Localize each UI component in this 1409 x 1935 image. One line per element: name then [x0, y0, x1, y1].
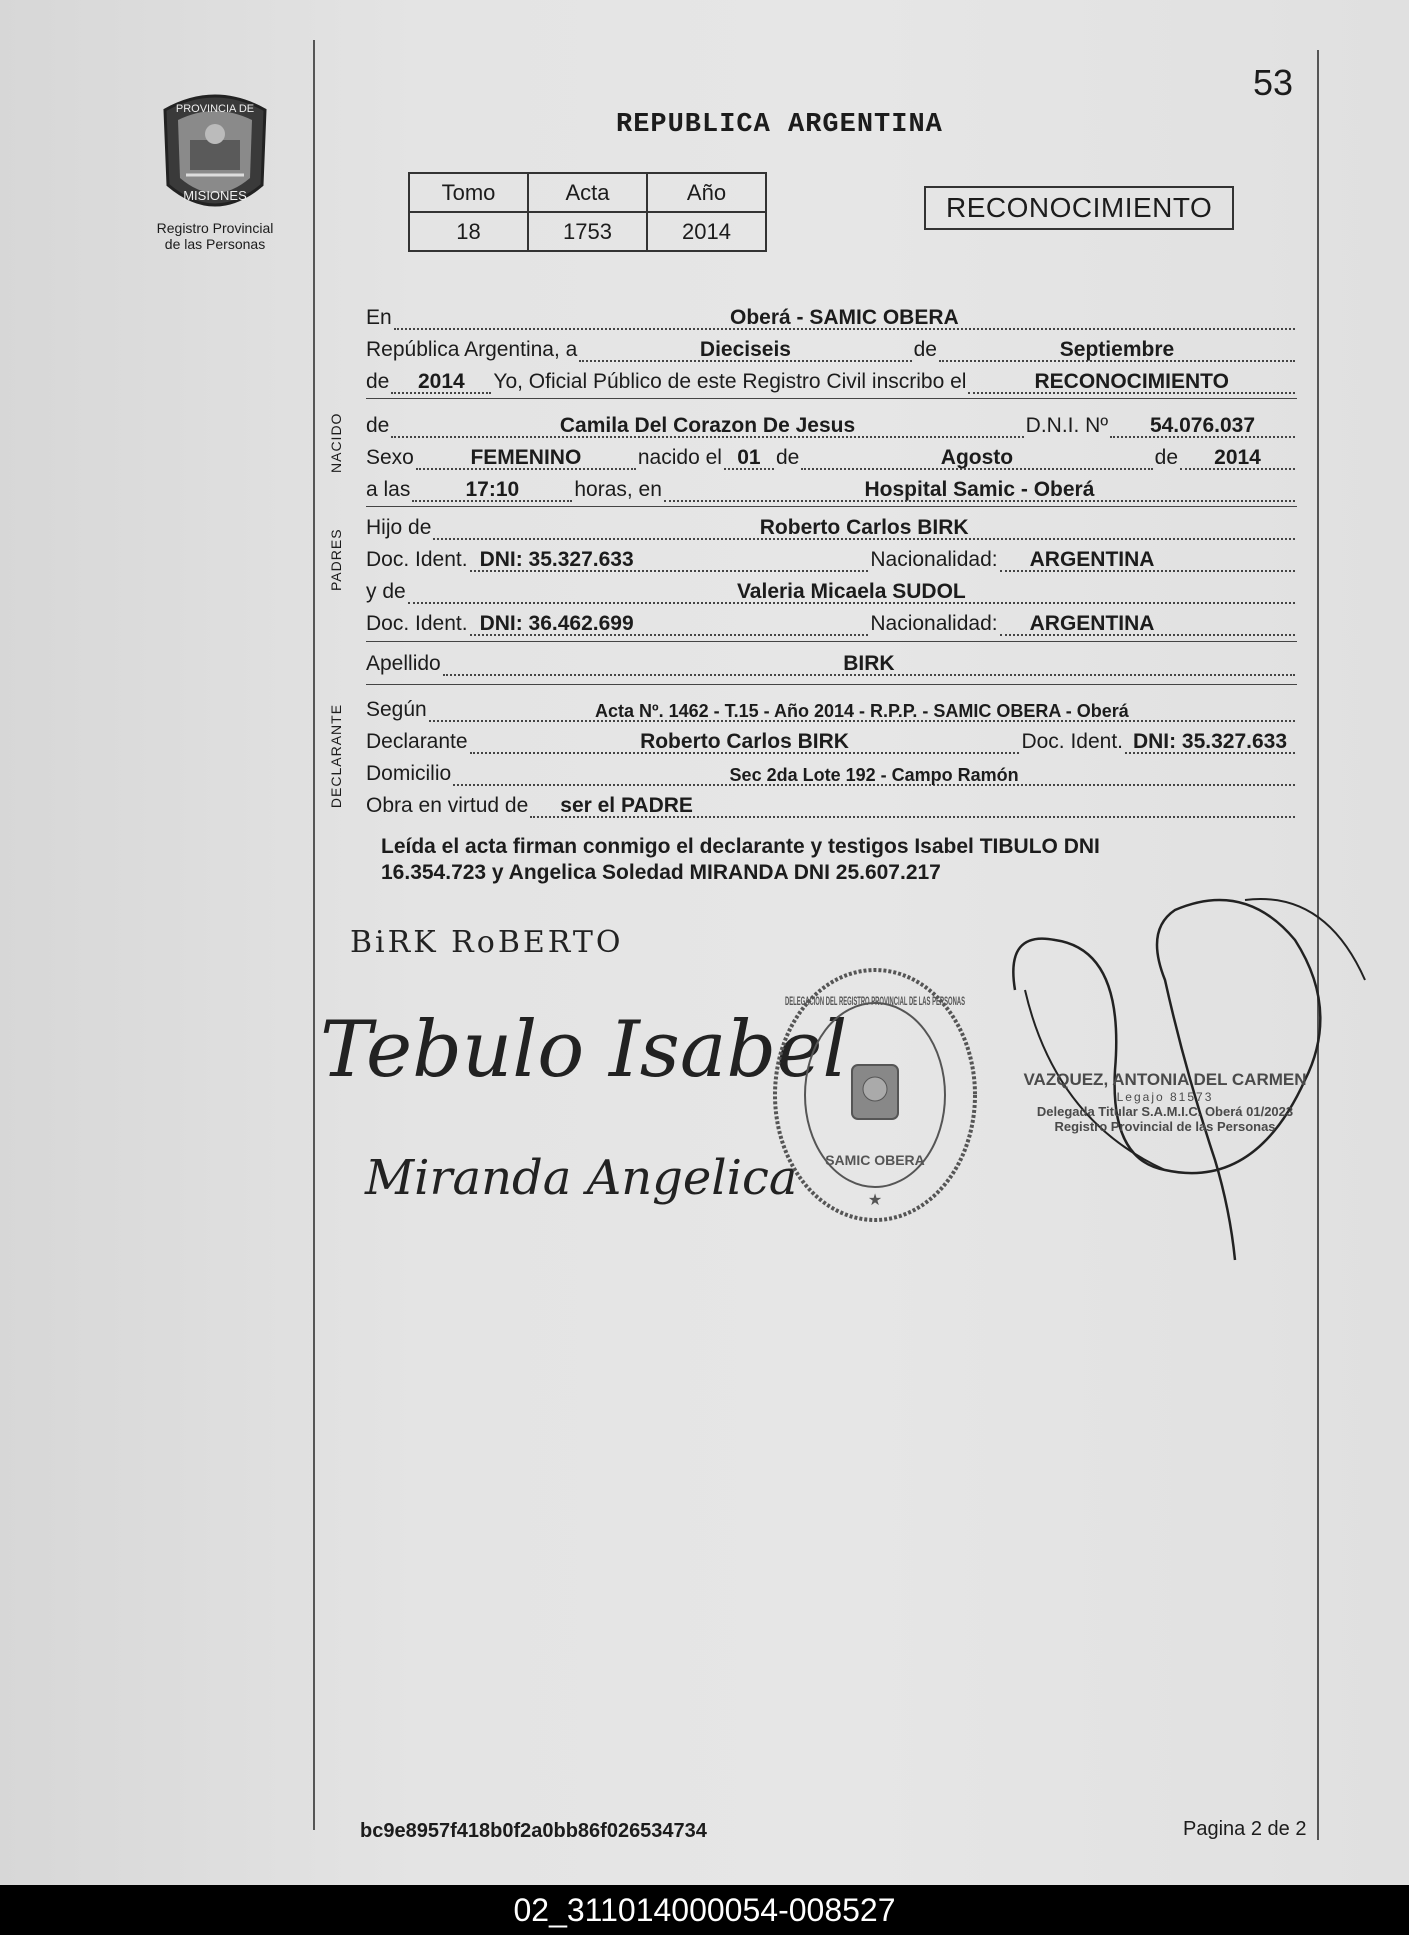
birth-de1-label: de: [775, 446, 800, 469]
row-child-name: [366, 408, 1297, 438]
row-mother: [366, 574, 1297, 604]
official-title: Delegada Titular S.A.M.I.C. Oberá 01/2023: [1036, 1104, 1294, 1119]
separator-2: [366, 506, 1297, 507]
padres-section-label: PADRES: [328, 528, 344, 591]
mother-field: [408, 580, 1295, 604]
row-domicilio: [366, 756, 1297, 786]
row-mother-doc: [366, 606, 1297, 636]
child-name-value: Camila Del Corazon De Jesus: [559, 414, 856, 437]
separator-1: [366, 398, 1297, 399]
tomo-value: 18: [409, 212, 528, 251]
en-field: [394, 306, 1295, 330]
sexo-label: Sexo: [366, 446, 414, 469]
registry-caption: [130, 220, 300, 252]
official-round-stamp: [770, 965, 980, 1225]
anio-value: 2014: [647, 212, 766, 251]
father-value: Roberto Carlos BIRK: [759, 516, 969, 539]
place-field: [664, 478, 1295, 502]
declarante-field: [470, 730, 1020, 754]
mother-doc-label: Doc. Ident.: [366, 612, 468, 635]
domicilio-label: Domicilio: [366, 762, 452, 785]
birth-month-field: [801, 446, 1152, 470]
birth-month-value: Agosto: [940, 446, 1014, 469]
day-value: Dieciseis: [699, 338, 791, 361]
child-name-field: [391, 414, 1023, 438]
mother-nat-label: Nacionalidad:: [870, 612, 998, 635]
declarante-label: Declarante: [366, 730, 468, 753]
time-field: [412, 478, 572, 502]
acta-value: 1753: [528, 212, 647, 251]
file-id-bar: 02_311014000054-008527: [0, 1885, 1409, 1935]
separator-3: [366, 641, 1297, 642]
act-type-box: RECONOCIMIENTO: [924, 186, 1234, 230]
declarante-doc-label: Doc. Ident.: [1021, 730, 1123, 753]
obra-label: Obra en virtud de: [366, 794, 529, 817]
day-field: [579, 338, 911, 362]
inscribo-label: Yo, Oficial Público de este Registro Civil inscribo el: [493, 370, 967, 393]
row-year-inscribo: [366, 364, 1297, 394]
father-doc-label: Doc. Ident.: [366, 548, 468, 571]
father-nat-label: Nacionalidad:: [870, 548, 998, 571]
row-segun: [366, 692, 1297, 722]
seal-top-text: PROVINCIA DE: [175, 103, 255, 115]
segun-label: Según: [366, 698, 427, 721]
segun-field: [429, 698, 1295, 722]
father-field: [433, 516, 1295, 540]
inscribo-value: RECONOCIMIENTO: [1034, 370, 1229, 393]
year-field: [391, 370, 491, 394]
anio-header: Año: [647, 173, 766, 212]
birth-year-field: [1180, 446, 1295, 470]
father-doc-field: [470, 548, 869, 572]
document-hash: bc9e8957f418b0f2a0bb86f026534734: [360, 1820, 707, 1842]
obra-field: [530, 794, 1295, 818]
declarante-doc-value: DNI: 35.327.633: [1132, 730, 1288, 753]
domicilio-field: [453, 762, 1295, 786]
year-value: 2014: [418, 370, 465, 393]
official-registry: Registro Provincial de las Personas: [1054, 1119, 1276, 1134]
closing-line-1: Leída el acta firman conmigo el declarante y testigos Isabel TIBULO DNI: [381, 835, 1100, 858]
birth-de2-label: de: [1154, 446, 1178, 469]
declarante-section-label: DECLARANTE: [328, 703, 344, 809]
alas-label: a las: [366, 478, 411, 501]
country-title: REPUBLICA ARGENTINA: [616, 110, 943, 140]
place-value: Hospital Samic - Oberá: [864, 478, 1095, 501]
father-nat-field: [1000, 548, 1295, 572]
row-sexo-birth: [366, 440, 1297, 470]
acta-number-table: [408, 172, 767, 252]
mother-nat-value: ARGENTINA: [1029, 612, 1155, 635]
row-en: [366, 300, 1297, 330]
nacido-label: nacido el: [637, 446, 722, 469]
stamp-ring-text: DELEGACION DEL REGISTRO PROVINCIAL DE LAS PERSONAS: [785, 994, 965, 1008]
row-apellido: [366, 646, 1297, 676]
nacido-section-label: NACIDO: [328, 412, 344, 473]
yde-label: y de: [366, 580, 406, 603]
mother-value: Valeria Micaela SUDOL: [736, 580, 966, 603]
birth-day-field: [724, 446, 774, 470]
official-legajo: Legajo 81573: [1116, 1090, 1214, 1104]
republica-label: República Argentina, a: [366, 338, 578, 361]
tomo-header: Tomo: [409, 173, 528, 212]
birth-day-value: 01: [737, 446, 761, 469]
row-father: [366, 510, 1297, 540]
separator-4: [366, 684, 1297, 685]
province-seal-logo: [150, 90, 280, 220]
mother-doc-value: DNI: 36.462.699: [479, 612, 634, 635]
inscribo-field: [968, 370, 1295, 394]
sexo-value: FEMENINO: [470, 446, 582, 469]
closing-line-2: 16.354.723 y Angelica Soledad MIRANDA DNI 25.607.217: [381, 861, 941, 884]
year-label: de: [366, 370, 390, 393]
row-declarante: [366, 724, 1297, 754]
de-label: de: [913, 338, 937, 361]
row-father-doc: [366, 542, 1297, 572]
apellido-field: [443, 652, 1295, 676]
hijo-label: Hijo de: [366, 516, 432, 539]
declarante-value: Roberto Carlos BIRK: [640, 730, 849, 753]
en-label: En: [366, 306, 392, 329]
month-value: Septiembre: [1059, 338, 1175, 361]
father-nat-value: ARGENTINA: [1029, 548, 1155, 571]
obra-value: ser el PADRE: [560, 794, 693, 817]
apellido-label: Apellido: [366, 652, 441, 675]
page-number: 53: [1253, 62, 1294, 103]
handwritten-declarant-name: BiRK RoBERTO: [350, 925, 624, 960]
mother-doc-field: [470, 612, 869, 636]
father-doc-value: DNI: 35.327.633: [479, 548, 634, 571]
official-name: VAZQUEZ, ANTONIA DEL CARMEN: [1023, 1070, 1307, 1089]
en-value: Oberá - SAMIC OBERA: [729, 306, 959, 329]
child-de-label: de: [366, 414, 390, 437]
registry-line-2: de las Personas: [164, 236, 266, 252]
segun-value: Acta Nº. 1462 - T.15 - Año 2014 - R.P.P. - SAMIC OBERA - Oberá: [595, 701, 1129, 721]
official-name-stamp: [1015, 1070, 1315, 1134]
row-time-place: [366, 472, 1297, 502]
birth-year-value: 2014: [1214, 446, 1261, 469]
stamp-star: ★: [867, 1192, 883, 1209]
stamp-inner-text: SAMIC OBERA: [825, 1152, 925, 1168]
left-margin-line: [313, 40, 315, 1830]
month-field: [939, 338, 1295, 362]
acta-header: Acta: [528, 173, 647, 212]
page-indicator: Pagina 2 de 2: [1183, 1818, 1307, 1840]
child-dni-value: 54.076.037: [1149, 414, 1256, 437]
child-dni-field: [1110, 414, 1295, 438]
sexo-field: [416, 446, 636, 470]
horas-label: horas, en: [574, 478, 662, 501]
row-date: [366, 332, 1297, 362]
handwritten-signature-miranda: Miranda Angelica: [365, 1150, 798, 1206]
seal-bottom-text: MISIONES: [183, 188, 247, 203]
handwritten-signature-tibulo: Tebulo Isabel: [320, 1005, 848, 1095]
declarante-doc-field: [1125, 730, 1295, 754]
domicilio-value: Sec 2da Lote 192 - Campo Ramón: [729, 765, 1019, 785]
registry-line-1: Registro Provincial: [156, 220, 274, 236]
time-value: 17:10: [465, 478, 520, 501]
apellido-value: BIRK: [843, 652, 895, 675]
row-obra: [366, 788, 1297, 818]
dni-label: D.N.I. Nº: [1025, 414, 1108, 437]
mother-nat-field: [1000, 612, 1295, 636]
